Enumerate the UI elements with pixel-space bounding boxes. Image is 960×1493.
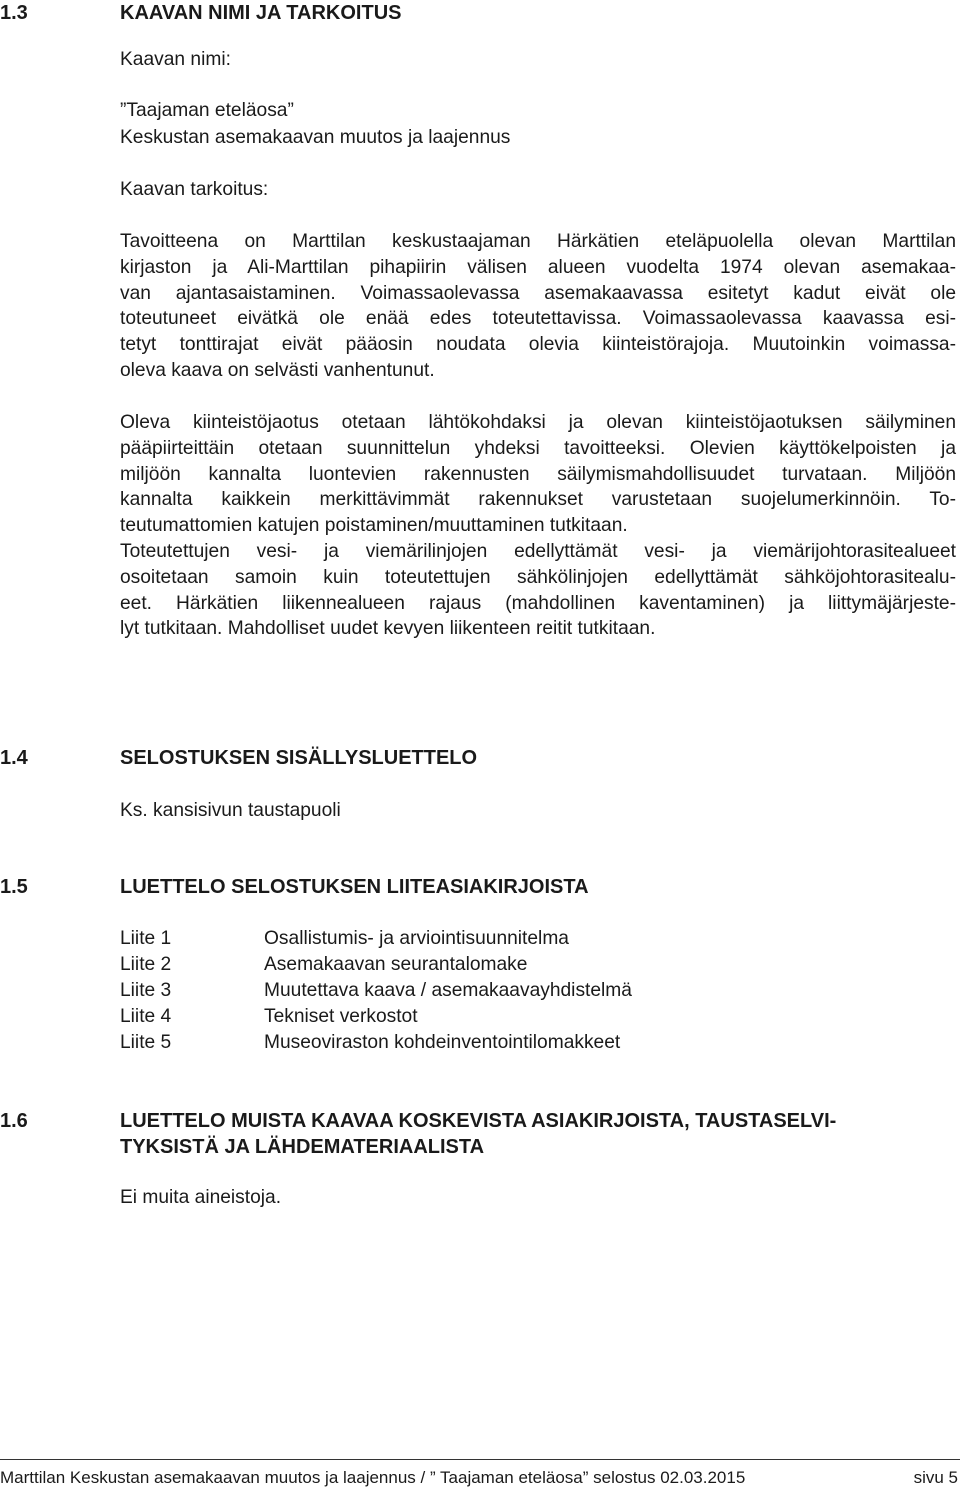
appendix-label: Liite 1 — [120, 928, 172, 949]
plan-name-line-2: Keskustan asemakaavan muutos ja laajennus — [120, 127, 511, 148]
appendix-description: Asemakaavan seurantalomake — [264, 954, 528, 975]
section-number-1-6: 1.6 — [0, 1110, 28, 1132]
text-line: van ajantasaistaminen. Voimassaolevassa asemakaavassa esitetyt kadut eivät ole — [120, 282, 956, 304]
section-number-1-5: 1.5 — [0, 876, 28, 898]
section-number-1-4: 1.4 — [0, 747, 28, 769]
section-title-1-6-line-1: LUETTELO MUISTA KAAVAA KOSKEVISTA ASIAKIRJOISTA, TAUSTASELVI- — [120, 1110, 837, 1132]
appendix-label: Liite 4 — [120, 1006, 172, 1027]
section-title-1-5: LUETTELO SELOSTUKSEN LIITEASIAKIRJOISTA — [120, 876, 589, 898]
text-line: lyt tutkitaan. Mahdolliset uudet kevyen liikenteen reitit tutkitaan. — [120, 618, 656, 640]
section-title-1-6-line-2: TYKSISTÄ JA LÄHDEMATERIAALISTA — [120, 1136, 485, 1158]
text-line: Tavoitteena on Marttilan keskustaajaman Härkätien eteläpuolella olevan Marttilan — [120, 231, 956, 252]
section-title-1-3: KAAVAN NIMI JA TARKOITUS — [120, 2, 402, 24]
text-line: kannalta kaikkein merkittävimmät rakennukset varustetaan suojelumerkinnöin. To- — [120, 489, 956, 511]
text-line: osoitetaan samoin kuin toteutettujen sähkölinjojen edellyttämät sähköjohtorasitealu- — [120, 566, 956, 588]
appendix-description: Museoviraston kohdeinventointilomakkeet — [264, 1032, 621, 1053]
text-line: Oleva kiinteistöjaotus otetaan lähtökohdaksi ja olevan kiinteistöjaotuksen säilyminen — [120, 412, 956, 433]
text-line: toteutuneet eivätkä ole enää edes toteutettavissa. Voimassaolevassa kaavassa esi- — [120, 308, 956, 330]
text-line: teutumattomien katujen poistaminen/muuttaminen tutkitaan. — [120, 515, 628, 537]
toc-reference-text: Ks. kansisivun taustapuoli — [120, 800, 341, 821]
text-line: pääpiirteittäin otetaan suunnittelun yhdeksi tavoitteeksi. Olevien käyttökelpoisten ja — [120, 437, 956, 459]
purpose-paragraph-1 — [120, 229, 956, 384]
text-line: Toteutettujen vesi- ja viemärilinjojen edellyttämät vesi- ja viemärijohtorasitealueet — [120, 540, 956, 562]
appendix-label: Liite 5 — [120, 1032, 172, 1053]
footer-divider — [0, 1459, 960, 1460]
plan-purpose-label: Kaavan tarkoitus: — [120, 179, 269, 200]
appendix-description: Osallistumis- ja arviointisuunnitelma — [264, 928, 569, 949]
purpose-paragraph-2 — [120, 410, 956, 642]
other-materials-text: Ei muita aineistoja. — [120, 1187, 282, 1208]
text-line: miljöön kannalta luontevien rakennusten säilymismahdollisuudet turvataan. Miljöön — [120, 463, 956, 485]
section-number-1-3: 1.3 — [0, 2, 28, 24]
appendix-description: Tekniset verkostot — [264, 1006, 418, 1027]
appendix-label: Liite 3 — [120, 980, 172, 1001]
text-line: oleva kaava on selvästi vanhentunut. — [120, 359, 435, 381]
footer-page-number: sivu 5 — [913, 1468, 958, 1487]
plan-name-line-1: ”Taajaman eteläosa” — [120, 100, 294, 121]
appendix-label: Liite 2 — [120, 954, 172, 975]
appendix-description: Muutettava kaava / asemakaavayhdistelmä — [264, 980, 632, 1001]
text-line: eet. Härkätien liikennealueen rajaus (mahdollinen kaventaminen) ja liittymäjärjeste- — [120, 592, 956, 614]
text-line: tetyt tonttirajat eivät pääosin noudata olevia kiinteistörajoja. Muutoinkin voimassa- — [120, 334, 956, 356]
footer-document-title: Marttilan Keskustan asemakaavan muutos ja laajennus / ” Taajaman eteläosa” selostus 02.03.2015 — [0, 1468, 746, 1487]
plan-name-label: Kaavan nimi: — [120, 49, 231, 70]
text-line: kirjaston ja Ali-Marttilan pihapiirin välisen alueen vuodelta 1974 olevan asemakaa- — [120, 256, 956, 278]
section-title-1-4: SELOSTUKSEN SISÄLLYSLUETTELO — [120, 747, 478, 769]
